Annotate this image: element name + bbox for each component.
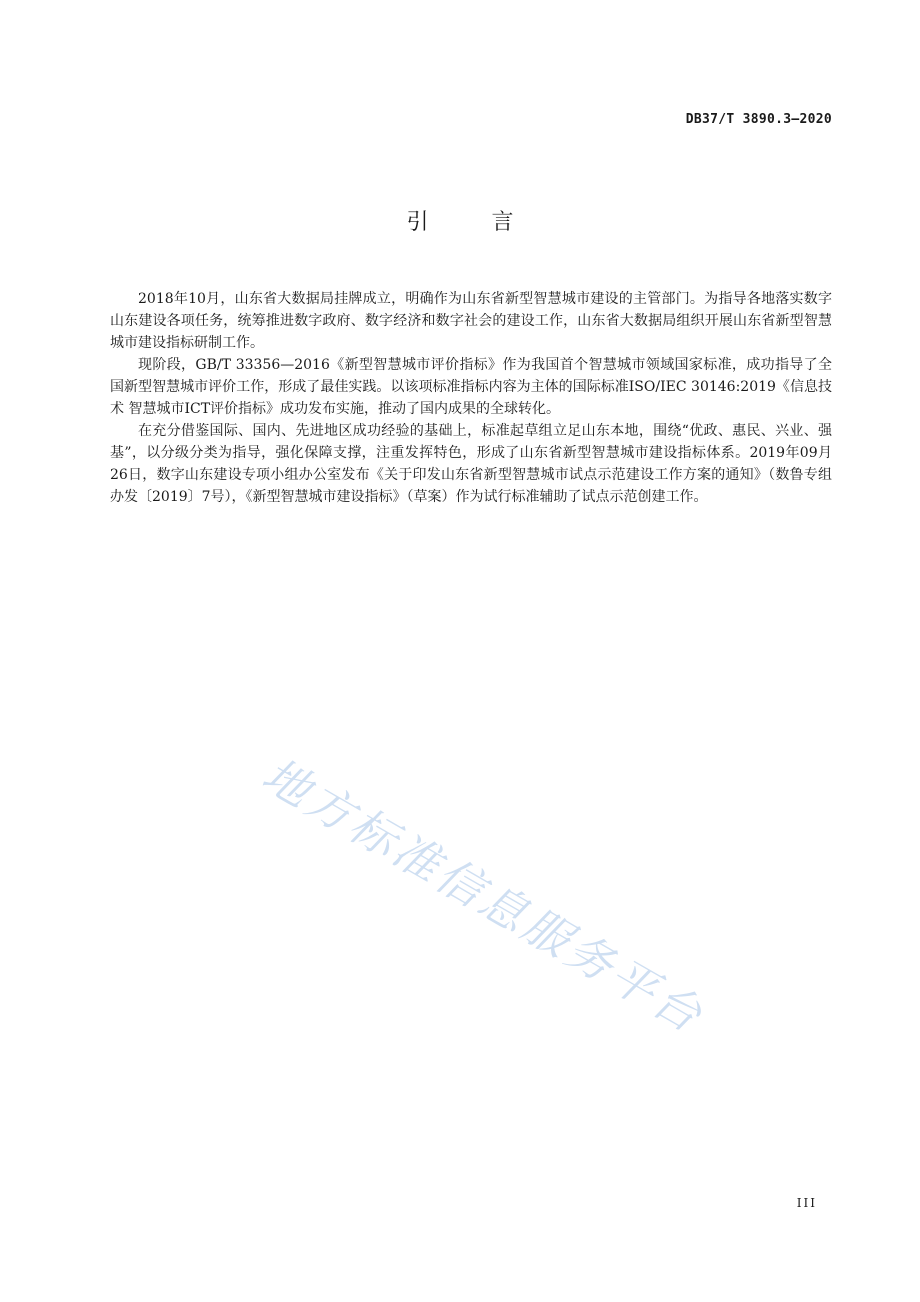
watermark: 地方标准信息服务平台	[253, 747, 714, 1044]
paragraph-2: 现阶段，GB/T 33356—2016《新型智慧城市评价指标》作为我国首个智慧城市领域国家标准，成功指导了全国新型智慧城市评价工作，形成了最佳实践。以该项标准指标内容为主体的国际标准ISO/IEC 30146:2019《信息技术 智慧城市ICT评价指标》成功发布实施，推动了国内成果的全球转化。	[110, 357, 832, 417]
body-text	[110, 288, 832, 508]
page-number: III	[796, 1196, 817, 1210]
paragraph-3: 在充分借鉴国际、国内、先进地区成功经验的基础上，标准起草组立足山东本地，围绕“优政、惠民、兴业、强基”，以分级分类为指导，强化保障支撑，注重发挥特色，形成了山东省新型智慧城市建设指标体系。2019年09月26日，数字山东建设专项小组办公室发布《关于印发山东省新型智慧城市试点示范建设工作方案的通知》（数鲁专组办发〔2019〕7号），《新型智慧城市建设指标》（草案）作为试行标准辅助了试点示范创建工作。	[110, 423, 832, 505]
page-title: 引 言	[406, 210, 542, 235]
standard-code: DB37/T 3890.3—2020	[685, 112, 832, 127]
paragraph-1: 2018年10月，山东省大数据局挂牌成立，明确作为山东省新型智慧城市建设的主管部门。为指导各地落实数字山东建设各项任务，统筹推进数字政府、数字经济和数字社会的建设工作，山东省大数据局组织开展山东省新型智慧城市建设指标研制工作。	[110, 291, 832, 351]
